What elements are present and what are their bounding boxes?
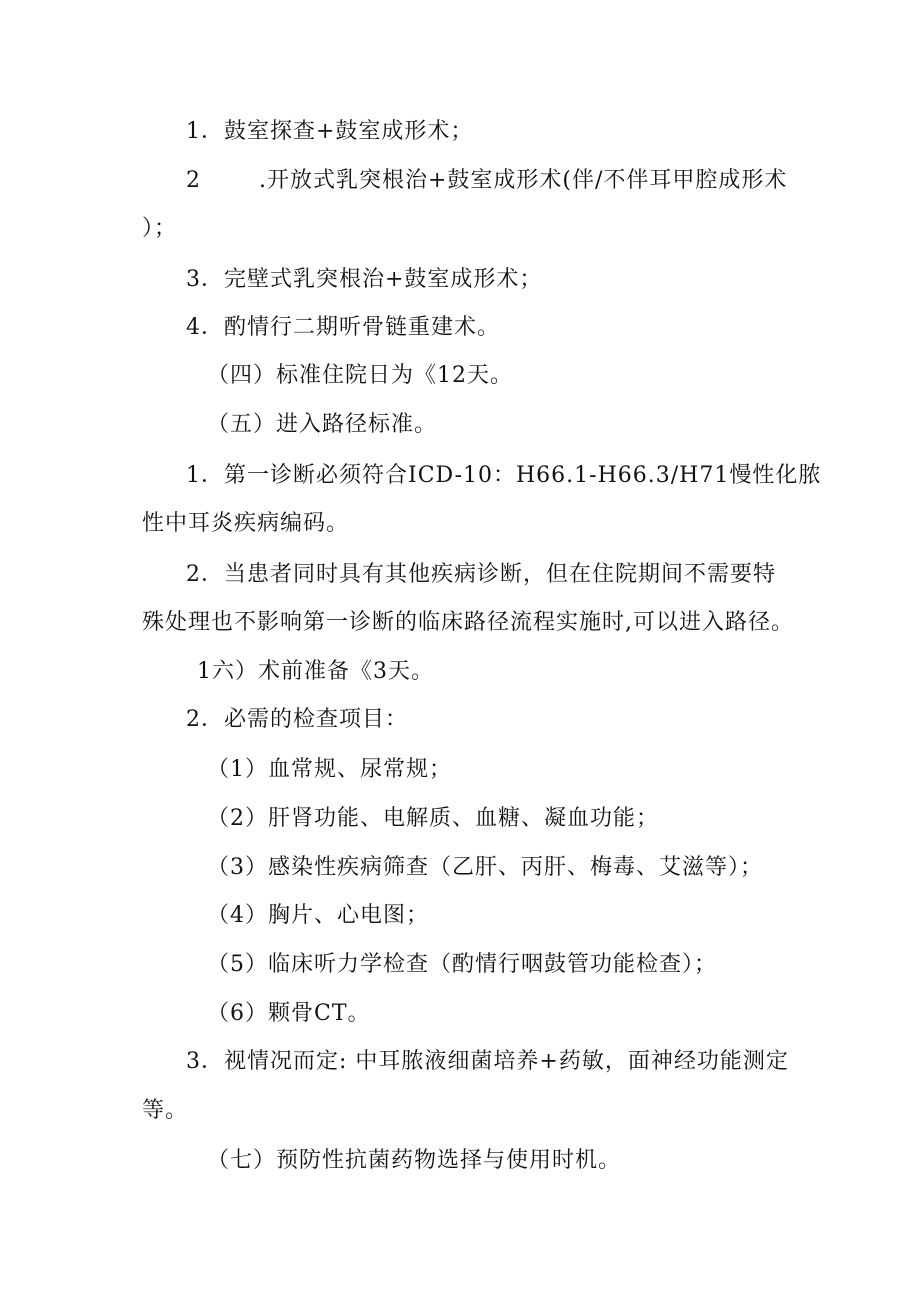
list-item: （3）感染性疾病筛查（乙肝、丙肝、梅毒、艾滋等）； bbox=[207, 855, 763, 880]
list-item: （2）肝肾功能、电解质、血糖、凝血功能； bbox=[207, 806, 659, 831]
list-item: （4）胸片、心电图； bbox=[207, 903, 429, 928]
list-item: （6）颗骨CT。 bbox=[207, 1001, 371, 1026]
text-line: 殊处理也不影响第一诊断的临床路径流程实施时,可以进入路径。 bbox=[142, 610, 794, 635]
section-heading: （四）标准住院日为《12天。 bbox=[207, 363, 513, 388]
text-line: 3．视情况而定: 中耳脓液细菌培养+药敏，面神经功能测定 bbox=[186, 1049, 789, 1074]
list-item: （1）血常规、尿常规； bbox=[207, 757, 452, 782]
text-line: 1．第一诊断必须符合ICD-10：H66.1-H66.3/H71慢性化脓 bbox=[186, 463, 822, 488]
text-line: ）； bbox=[142, 216, 178, 241]
text-line: 2．当患者同时具有其他疾病诊断，但在住院期间不需要特 bbox=[186, 562, 776, 587]
text-line: 3．完壁式乳突根治+鼓室成形术； bbox=[186, 267, 543, 292]
line-text: .开放式乳突根治+鼓室成形术(伴/不伴耳甲腔成形术 bbox=[259, 168, 788, 193]
list-number: 2 bbox=[186, 168, 201, 193]
text-line: 4．酌情行二期听骨链重建术。 bbox=[186, 315, 500, 340]
text-line: 1．鼓室探查+鼓室成形术； bbox=[186, 119, 474, 144]
section-heading: 1六）术前准备《3天。 bbox=[197, 659, 434, 684]
section-heading: （七）预防性抗菌药物选择与使用时机。 bbox=[207, 1148, 622, 1173]
section-heading: （五）进入路径标准。 bbox=[207, 412, 438, 437]
text-line bbox=[186, 166, 787, 196]
list-item: （5）临床听力学检查（酌情行咽鼓管功能检查）； bbox=[207, 952, 717, 977]
text-line: 等。 bbox=[142, 1098, 189, 1123]
text-line: 2．必需的检查项目： bbox=[186, 707, 408, 732]
text-line: 性中耳炎疾病编码。 bbox=[142, 511, 350, 536]
